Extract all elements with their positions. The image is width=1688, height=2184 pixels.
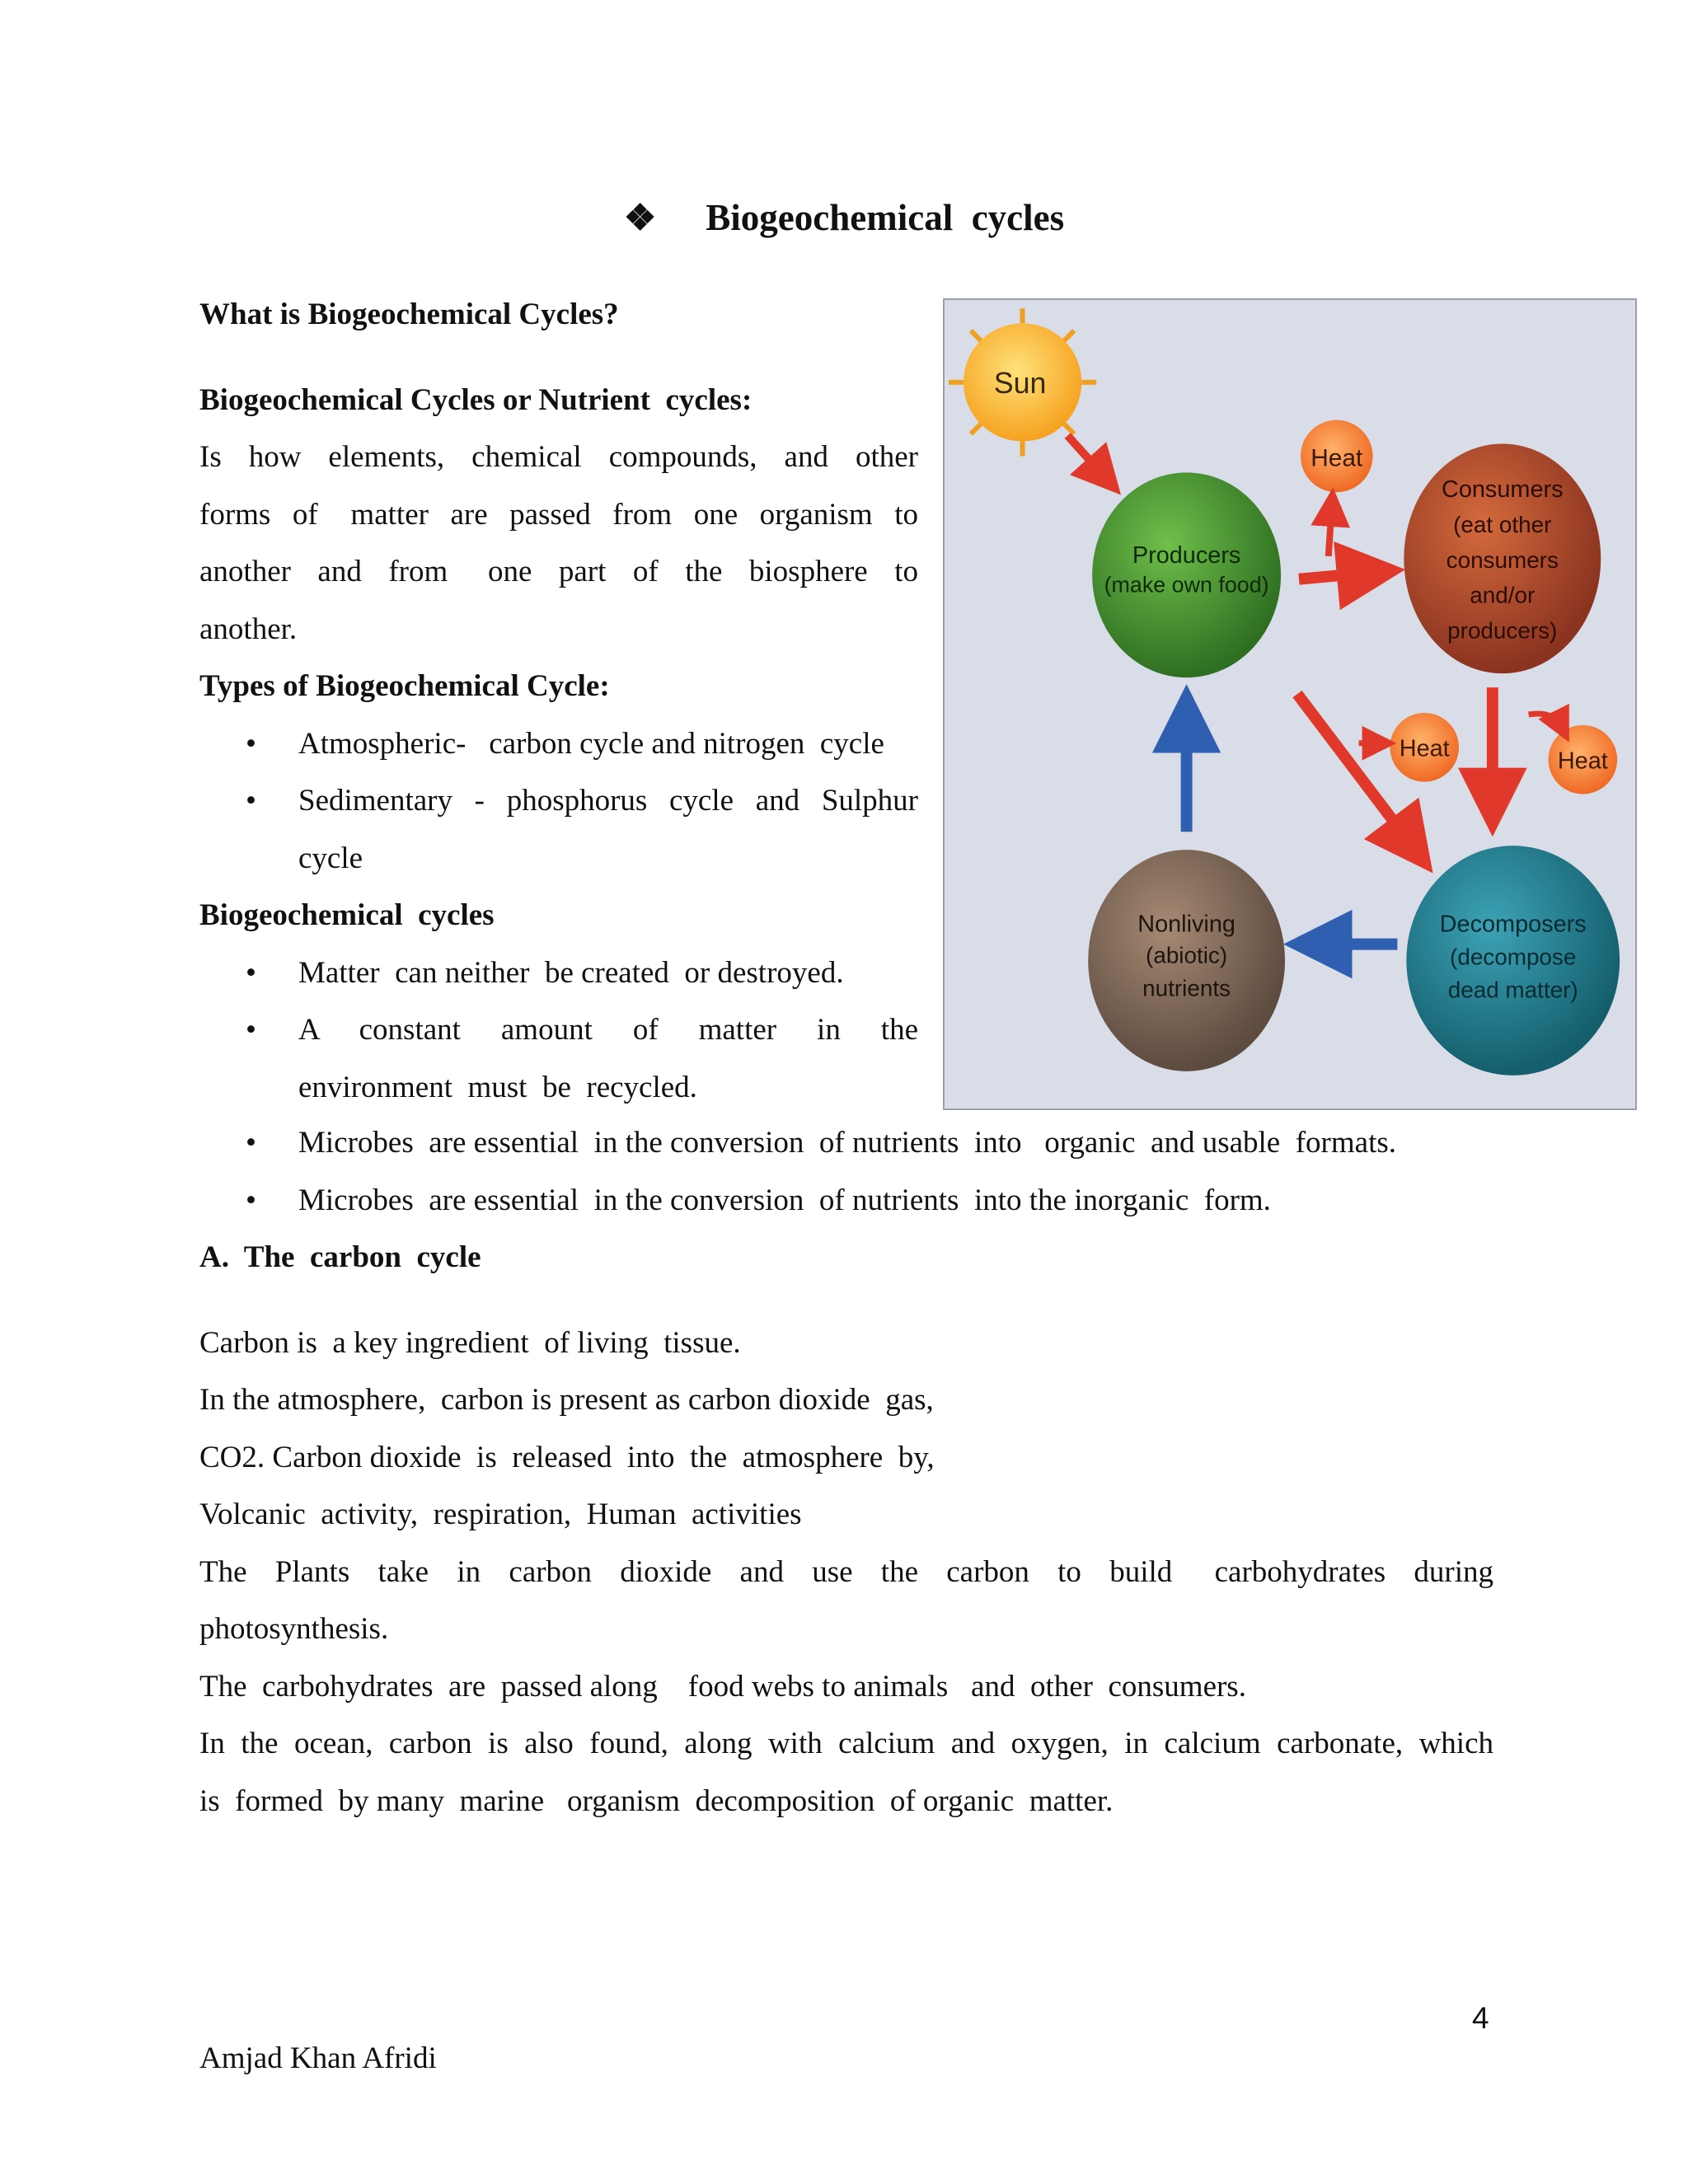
list-item-continuation: cycle — [298, 841, 363, 875]
producers-node — [1092, 472, 1281, 677]
intro-section — [199, 286, 918, 1116]
nonliving-node — [1088, 850, 1285, 1071]
food-web-line: The carbohydrates are passed along food webs to animals and other consumers. — [199, 1669, 1246, 1704]
consumers-line: and/or — [1470, 582, 1536, 608]
page-number: 4 — [1472, 2001, 1489, 2035]
list-item-text: Matter can neither be created or destroyed. — [298, 955, 844, 990]
list-item-text: A constant amount of matter in the — [298, 1013, 918, 1047]
list-item — [199, 1172, 1493, 1230]
sun-label: Sun — [993, 366, 1047, 400]
consumers-label: Consumers — [1441, 476, 1564, 504]
arrow-sun-to-producers — [1067, 436, 1104, 477]
nutrient-cycle-svg — [945, 300, 1635, 1108]
carbon-line: In the atmosphere, carbon is present as carbon dioxide gas, — [199, 1383, 934, 1417]
bullet-icon: • — [246, 726, 256, 761]
sun-icon — [949, 308, 1096, 456]
list-item — [199, 1001, 918, 1116]
ocean-line: In the ocean, carbon is also found, along with calcium and oxygen, in calcium carbonate, which — [199, 1727, 1493, 1760]
list-item — [199, 944, 918, 1002]
diamond-icon: ❖ — [623, 198, 657, 238]
heat-icon — [1390, 713, 1459, 782]
heat-icon — [1549, 725, 1618, 794]
nonliving-line: nutrients — [1142, 975, 1231, 1001]
decomposers-label: Decomposers — [1439, 911, 1587, 938]
heat-label: Heat — [1399, 735, 1450, 762]
consumers-line: consumers — [1446, 546, 1559, 573]
decomposers-line: dead matter) — [1447, 977, 1578, 1003]
consumers-line: producers) — [1447, 617, 1558, 644]
bullet-icon: • — [246, 1183, 256, 1217]
list-item-text: Microbes are essential in the conversion of nutrients into the inorganic form. — [298, 1183, 1271, 1217]
definition-line: another. — [199, 612, 298, 646]
decomposers-node — [1406, 846, 1620, 1076]
microbes-section — [199, 1114, 1493, 1830]
arrow-to-heat-top — [1329, 507, 1332, 556]
list-item-text: Microbes are essential in the conversion of nutrients into organic and usable formats. — [298, 1126, 1396, 1160]
bullet-icon: • — [246, 784, 256, 818]
cycles-heading: Biogeochemical cycles — [199, 898, 495, 932]
nonliving-line: (abiotic) — [1146, 942, 1228, 968]
list-item — [199, 772, 918, 887]
list-item-text: Sedimentary - phosphorus cycle and Sulphur — [298, 784, 918, 818]
nonliving-label: Nonliving — [1137, 911, 1236, 938]
page-title-text: Biogeochemical cycles — [706, 197, 1065, 238]
plants-continuation: photosynthesis. — [199, 1612, 389, 1646]
heat-icon — [1301, 420, 1373, 493]
definition-line: another and from one part of the biosphere to — [199, 555, 918, 588]
list-item — [199, 715, 918, 773]
carbon-heading: A. The carbon cycle — [199, 1240, 481, 1274]
heat-label: Heat — [1557, 748, 1608, 775]
list-item-text: Atmospheric- carbon cycle and nitrogen cycle — [298, 726, 884, 761]
arrow-producers-to-decomposers — [1297, 694, 1412, 846]
bullet-icon: • — [246, 955, 256, 990]
consumers-node — [1404, 444, 1601, 674]
page-title — [0, 196, 1688, 239]
bullet-icon: • — [246, 1126, 256, 1160]
heat-label: Heat — [1311, 444, 1363, 472]
decomposers-line: (decompose — [1450, 944, 1577, 970]
carbon-line: Carbon is a key ingredient of living tissue. — [199, 1325, 741, 1360]
definition-line: forms of matter are passed from one organism to — [199, 497, 918, 532]
question-heading: What is Biogeochemical Cycles? — [199, 298, 619, 331]
nutrient-cycle-diagram — [943, 298, 1637, 1110]
arrow-producers-to-consumers — [1299, 573, 1372, 579]
definition-line: Is how elements, chemical compounds, and other — [199, 440, 918, 474]
ocean-continuation: is formed by many marine organism decomposition of organic matter. — [199, 1783, 1114, 1818]
definition-heading: Biogeochemical Cycles or Nutrient cycles: — [199, 382, 753, 417]
producers-label: Producers — [1132, 541, 1241, 569]
author-name: Amjad Khan Afridi — [199, 2041, 437, 2075]
types-heading: Types of Biogeochemical Cycle: — [199, 669, 610, 703]
carbon-line: CO2. Carbon dioxide is released into the atmosphere by, — [199, 1440, 935, 1474]
bullet-icon: • — [246, 1013, 256, 1047]
plants-line: The Plants take in carbon dioxide and use the carbon to build carbohydrates during — [199, 1554, 1493, 1589]
consumers-line: (eat other — [1453, 511, 1552, 537]
arrow-to-heat-right — [1529, 714, 1562, 727]
list-item-continuation: environment must be recycled. — [298, 1070, 697, 1104]
carbon-line: Volcanic activity, respiration, Human activities — [199, 1497, 802, 1531]
list-item — [199, 1114, 1493, 1172]
producers-sublabel: (make own food) — [1104, 572, 1269, 598]
